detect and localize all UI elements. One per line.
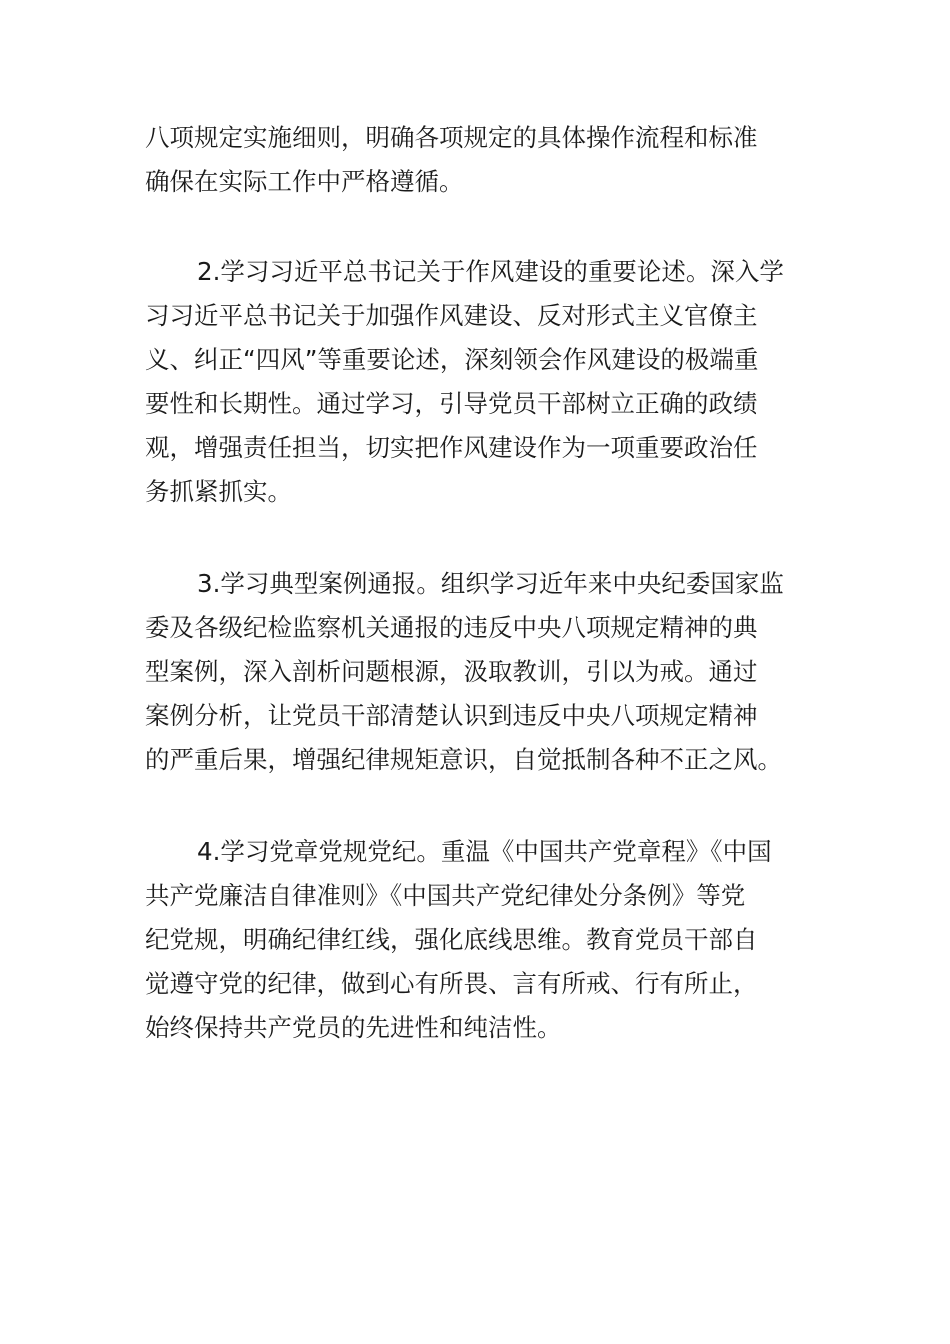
paragraph-line: 共产党廉洁自律准则》《中国共产党纪律处分条例》等党 <box>145 881 746 910</box>
paragraph-continuation <box>145 116 815 204</box>
paragraph-line: 要性和长期性。通过学习，引导党员干部树立正确的政绩 <box>145 389 758 418</box>
paragraph-line: 案例分析，让党员干部清楚认识到违反中央八项规定精神 <box>145 701 758 730</box>
paragraph-line: 务抓紧抓实。 <box>145 477 292 506</box>
paragraph-line: 确保在实际工作中严格遵循。 <box>145 167 464 196</box>
paragraph-line: 3.学习典型案例通报。组织学习近年来中央纪委国家监 <box>197 569 784 598</box>
paragraph-line: 觉遵守党的纪律，做到心有所畏、言有所戒、行有所止， <box>145 969 758 998</box>
paragraph-line: 义、纠正“四风”等重要论述，深刻领会作风建设的极端重 <box>145 345 759 374</box>
paragraph-line: 委及各级纪检监察机关通报的违反中央八项规定精神的典 <box>145 613 758 642</box>
paragraph-line: 纪党规，明确纪律红线，强化底线思维。教育党员干部自 <box>145 925 758 954</box>
paragraph-line: 观，增强责任担当，切实把作风建设作为一项重要政治任 <box>145 433 758 462</box>
paragraph-line: 的严重后果，增强纪律规矩意识，自觉抵制各种不正之风。 <box>145 745 782 774</box>
paragraph-line: 始终保持共产党员的先进性和纯洁性。 <box>145 1013 562 1042</box>
paragraph-line: 型案例，深入剖析问题根源，汲取教训，引以为戒。通过 <box>145 657 758 686</box>
paragraph-item-4 <box>145 830 815 1050</box>
paragraph-item-2 <box>145 250 815 514</box>
paragraph-item-3 <box>145 562 815 782</box>
paragraph-line: 八项规定实施细则，明确各项规定的具体操作流程和标准 <box>145 123 758 152</box>
paragraph-line: 2.学习习近平总书记关于作风建设的重要论述。深入学 <box>197 257 784 286</box>
paragraph-line: 4.学习党章党规党纪。重温《中国共产党章程》《中国 <box>197 837 772 866</box>
paragraph-line: 习习近平总书记关于加强作风建设、反对形式主义官僚主 <box>145 301 758 330</box>
